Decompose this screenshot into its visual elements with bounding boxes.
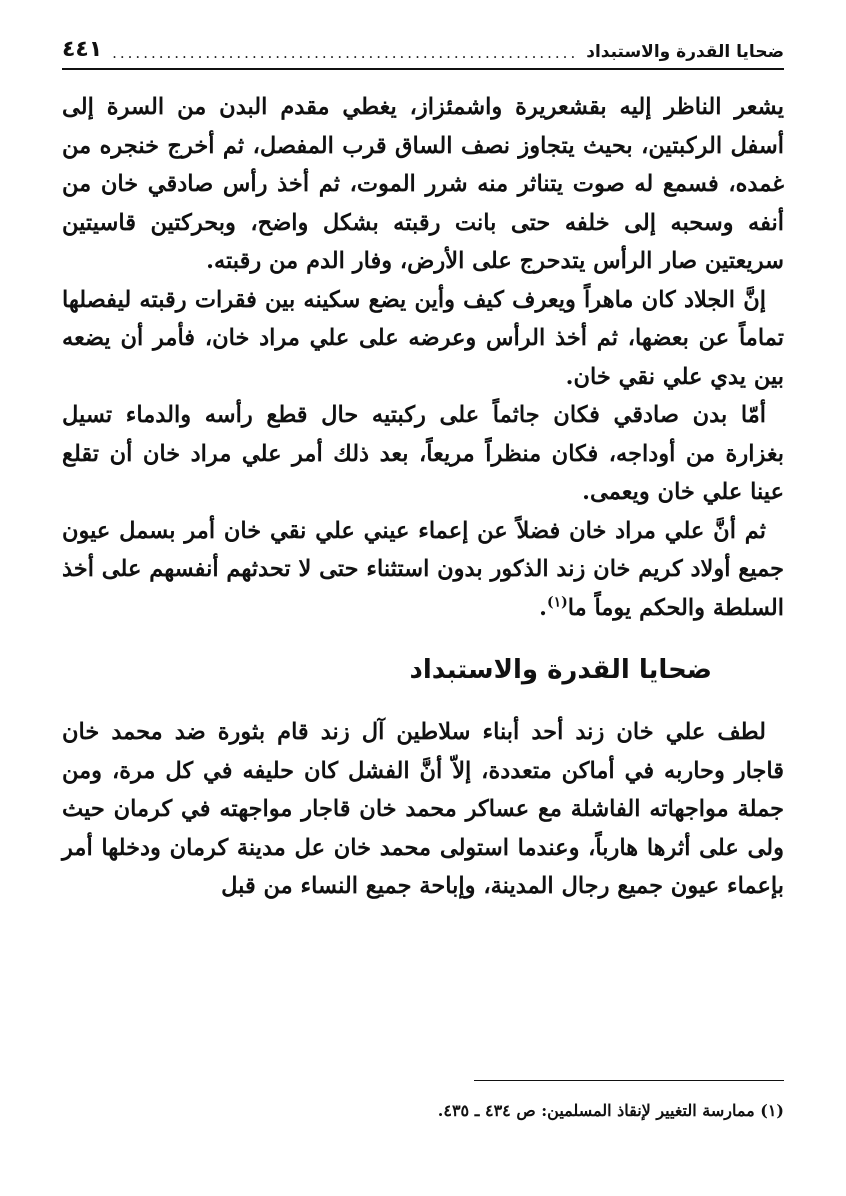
paragraph-4-text: ثم أنَّ علي مراد خان فضلاً عن إعماء عيني علي نقي خان أمر بسمل عيون جميع أولاد كريم خان زند الذكور بدون استثناء حتى لا تحدثهم أنفسهم على أخذ السلطة والحكم يوماً ما <box>62 517 784 621</box>
book-page <box>62 0 784 1196</box>
running-header <box>62 32 784 70</box>
paragraph-4 <box>62 512 784 628</box>
body-text <box>62 88 784 906</box>
paragraph-1: يشعر الناظر إليه بقشعريرة واشمئزاز، يغطي مقدم البدن من السرة إلى أسفل الركبتين، بحيث يتجاوز نصف الساق قرب المفصل، ثم أخرج خنجره من غمده، فسمع له صوت يتناثر منه شرر الموت، ثم أخذ رأس صادقي خان من أنفه وسحبه إلى خلفه حتى بانت رقبته بشكل واضح، وبحركتين قاسيتين سريعتين صار الرأس يتدحرج على الأرض، وفار الدم من رقبته. <box>62 94 784 274</box>
page-number: ٤٤١ <box>62 37 103 62</box>
paragraph-3: أمّا بدن صادقي فكان جاثماً على ركبتيه حال قطع رأسه والدماء تسيل بغزارة من أوداجه، فكان منظراً مريعاً، بعد ذلك أمر علي مراد خان أن تقلع عينا علي خان ويعمى. <box>62 402 784 505</box>
section-heading: ضحايا القدرة والاستبداد <box>409 655 712 685</box>
paragraph-4-end: . <box>539 594 547 621</box>
footnote-marker: (١) <box>546 594 568 610</box>
footnote: (١) ممارسة التغيير لإنقاذ المسلمين: ص ٤٣٤ ـ ٤٣٥. <box>437 1101 784 1120</box>
paragraph-5: لطف علي خان زند أحد أبناء سلاطين آل زند قام بثورة ضد محمد خان قاجار وحاربه في أماكن متعددة، إلاّ أنَّ الفشل كان حليفه في كل مرة، ومن جملة مواجهاته الفاشلة مع عساكر محمد خان قاجار مواجهته في كرمان حيث ولى على أثرها هارباً، وعندما استولى محمد خان عل مدينة كرمان ودخلها أمر بإعماء عيون جميع رجال المدينة، وإباحة جميع النساء من قبل <box>62 719 784 899</box>
footnote-divider <box>474 1080 784 1081</box>
header-leader-dots <box>110 44 578 62</box>
header-title: ضحايا القدرة والاستبداد <box>586 42 784 62</box>
paragraph-2: إنَّ الجلاد كان ماهراً ويعرف كيف وأين يضع سكينه بين فقرات رقبته ليفصلها تماماً عن بعضها، ثم أخذ الرأس وعرضه على علي مراد خان، فأمر أن يضعه بين يدي علي نقي خان. <box>62 286 784 390</box>
